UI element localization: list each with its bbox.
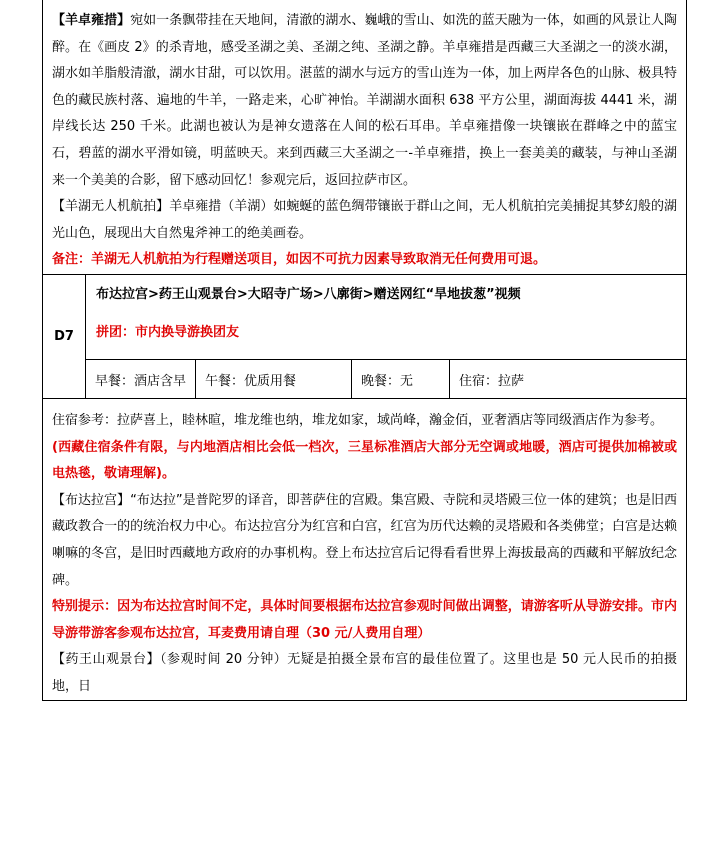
hotel-note: (西藏住宿条件有限，与内地酒店相比会低一档次，三星标准酒店大部分无空调或地暖，酒店可提供加棉被或电热毯，敬请理解)。 xyxy=(52,439,677,482)
day-group-note: 拼团：市内换导游换团友 xyxy=(96,324,240,340)
yaowang-description: 【药王山观景台】（参观时间 20 分钟）无疑是拍摄全景布宫的最佳位置了。这里也是 50 元人民币的拍摄地，日 xyxy=(52,652,677,694)
potala-description: 【布达拉宫】“布达拉”是普陀罗的译音，即菩萨住的宫殿。集宫殿、寺院和灵塔殿三位一体的建筑；也是旧西藏政教合一的的统治权力中心。布达拉宫分为红宫和白宫，红宫为历代达赖的灵塔殿和各类佛堂；白宫是达赖喇嘛的冬宫，是旧时西藏地方政府的办事机构。登上布达拉宫后记得看看世界上海拔最高的西藏和平解放纪念碑。 xyxy=(52,492,677,588)
dinner-cell: 晚餐：无 xyxy=(352,360,450,398)
yamdrok-heading: 【羊卓雍措】 xyxy=(52,13,131,28)
drone-note: 备注：羊湖无人机航拍为行程赠送项目，如因不可抗力因素导致取消无任何费用可退。 xyxy=(52,252,547,268)
hotel-reference: 住宿参考：拉萨喜上，睦林暄，堆龙维也纳，堆龙如家，域尚峰，瀚金佰，亚奢酒店等同级酒店作为参考。 xyxy=(52,412,664,428)
stay-cell: 住宿：拉萨 xyxy=(459,373,525,389)
potala-tip: 特别提示：因为布达拉宫时间不定，具体时间要根据布达拉宫参观时间做出调整，请游客听从导游安排。市内导游带游客参观布达拉宫，耳麦费用请自理（30 元/人费用自理） xyxy=(52,599,677,641)
yamdrok-description xyxy=(52,8,677,194)
day-label: D7 xyxy=(43,275,86,398)
yamdrok-body: 宛如一条飘带挂在天地间，清澈的湖水、巍峨的雪山、如洗的蓝天融为一体，如画的风景让人陶醉。在《画皮 2》的杀青地，感受圣湖之美、圣湖之纯、圣湖之静。羊卓雍措是西藏三大圣湖之一的淡水湖，湖水如羊脂般清澈，湖水甘甜，可以饮用。湛蓝的湖水与远方的雪山连为一体，加上两岸各色的山脉、极具特色的藏民族村落、遍地的牛羊，一路走来，心旷神怡。羊湖湖水面积 638 平方公里，湖面海拔 4441 米，湖岸线长达 250 千米。此湖也被认为是神女遗落在人间的松石耳串。羊卓雍措像一块镶嵌在群峰之中的蓝宝石，碧蓝的湖水平滑如镜，明蓝映天。来到西藏三大圣湖之一-羊卓雍措，换上一套美美的藏装，与神山圣湖来一个美美的合影，留下感动回忆！参观完后，返回拉萨市区。 xyxy=(52,13,677,188)
day-row xyxy=(43,274,686,398)
meals-row xyxy=(86,359,686,398)
day-details xyxy=(43,398,686,702)
lunch-cell: 午餐：优质用餐 xyxy=(196,360,352,398)
breakfast-cell: 早餐：酒店含早 xyxy=(86,360,196,398)
drone-description: 【羊湖无人机航拍】羊卓雍措（羊湖）如蜿蜒的蓝色绸带镶嵌于群山之间，无人机航拍完美捕捉其梦幻般的湖光山色，展现出大自然鬼斧神工的绝美画卷。 xyxy=(52,199,677,241)
itinerary-document xyxy=(42,0,687,701)
day-header xyxy=(86,275,686,359)
day-route: 布达拉宫>药王山观景台>大昭寺广场>八廓街>赠送网红“旱地拔葱”视频 xyxy=(96,286,521,302)
lake-section xyxy=(43,0,686,274)
day-content xyxy=(86,275,686,398)
